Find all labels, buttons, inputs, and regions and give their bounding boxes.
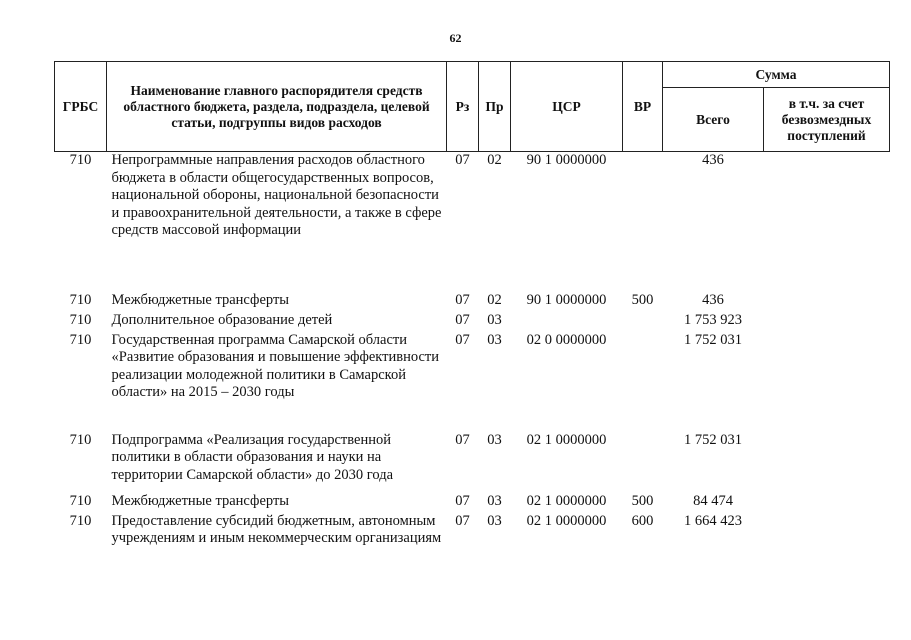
- cell-pr: 03: [487, 431, 502, 448]
- cell-free: [764, 493, 890, 513]
- cell-grbs: 710: [69, 311, 92, 328]
- cell-name: Дополнительное образование детей: [111, 311, 333, 328]
- cell-pr: 02: [487, 152, 502, 168]
- table-row: [55, 493, 890, 513]
- cell-csr: [511, 312, 623, 332]
- cell-total: 84 474: [693, 492, 733, 509]
- cell-free: [764, 312, 890, 332]
- cell-vr: [623, 152, 663, 292]
- header-grbs: ГРБС: [55, 62, 107, 152]
- header-name: Наименование главного распорядителя средств областного бюджета, раздела, подраздела, целевой статьи, подгруппы видов расходов: [107, 62, 447, 152]
- table-body: [55, 152, 890, 573]
- cell-csr: 02 0 0000000: [526, 331, 607, 348]
- cell-vr: 500: [631, 291, 654, 308]
- header-vr: ВР: [623, 62, 663, 152]
- cell-vr: 500: [631, 492, 654, 509]
- cell-total: 436: [702, 291, 724, 308]
- table-row: [55, 332, 890, 432]
- cell-free: [764, 513, 890, 573]
- cell-vr: [623, 332, 663, 432]
- cell-total: 1 752 031: [684, 431, 742, 448]
- cell-pr: 03: [487, 311, 502, 328]
- cell-grbs: 710: [69, 512, 92, 529]
- table-header: [55, 62, 890, 152]
- cell-grbs: 710: [69, 331, 92, 348]
- cell-csr: 02 1 0000000: [526, 512, 607, 529]
- cell-free: [764, 332, 890, 432]
- header-sum: Сумма: [663, 62, 890, 88]
- cell-csr: 90 1 0000000: [526, 291, 607, 308]
- cell-pr: 03: [487, 492, 502, 509]
- page-number: 62: [449, 31, 462, 45]
- cell-pr: 02: [487, 291, 502, 308]
- cell-vr: [623, 432, 663, 493]
- table-row: [55, 152, 890, 292]
- table-row: [55, 292, 890, 312]
- cell-total: 1 752 031: [684, 331, 742, 348]
- header-pr: Пр: [479, 62, 511, 152]
- cell-vr: 600: [631, 512, 654, 529]
- table-row: [55, 312, 890, 332]
- header-rz: Рз: [447, 62, 479, 152]
- cell-pr: 03: [487, 512, 502, 529]
- cell-name: Подпрограмма «Реализация государственной политики в области образования и науки на территории Самарской области» до 2030 года: [111, 431, 394, 483]
- table-row: [55, 513, 890, 573]
- cell-grbs: 710: [69, 431, 92, 448]
- budget-table: [54, 61, 890, 573]
- cell-rz: 07: [455, 492, 470, 509]
- cell-rz: 07: [455, 311, 470, 328]
- cell-rz: 07: [455, 431, 470, 448]
- header-csr: ЦСР: [511, 62, 623, 152]
- cell-rz: 07: [455, 152, 470, 168]
- cell-free: [764, 152, 890, 292]
- cell-grbs: 710: [69, 492, 92, 509]
- table-row: [55, 432, 890, 493]
- cell-free: [764, 292, 890, 312]
- cell-total: 1 664 423: [684, 512, 742, 529]
- cell-name: Непрограммные направления расходов областного бюджета в области общегосударственных вопросов, национальной обороны, национальной безопасности и правоохранительной деятельности, а также в сфере средств массовой информации: [111, 152, 442, 238]
- cell-rz: 07: [455, 291, 470, 308]
- cell-grbs: 710: [69, 291, 92, 308]
- cell-rz: 07: [455, 331, 470, 348]
- cell-pr: 03: [487, 331, 502, 348]
- cell-name: Межбюджетные трансферты: [111, 492, 290, 509]
- cell-name: Предоставление субсидий бюджетным, автономным учреждениям и иным некоммерческим организациям: [111, 512, 442, 546]
- cell-total: 1 753 923: [684, 311, 742, 328]
- cell-name: Межбюджетные трансферты: [111, 291, 290, 308]
- cell-rz: 07: [455, 512, 470, 529]
- cell-grbs: 710: [69, 152, 92, 168]
- cell-free: [764, 432, 890, 493]
- header-total: Всего: [663, 88, 764, 152]
- cell-vr: [623, 312, 663, 332]
- cell-csr: 02 1 0000000: [526, 492, 607, 509]
- cell-name: Государственная программа Самарской области «Развитие образования и повышение эффективности реализации молодежной политики в Самарской области» на 2015 – 2030 годы: [111, 331, 439, 400]
- cell-csr: 02 1 0000000: [526, 431, 607, 448]
- cell-csr: 90 1 0000000: [526, 152, 607, 168]
- header-free: в т.ч. за счет безвозмездных поступлений: [764, 88, 890, 152]
- cell-total: 436: [702, 152, 724, 168]
